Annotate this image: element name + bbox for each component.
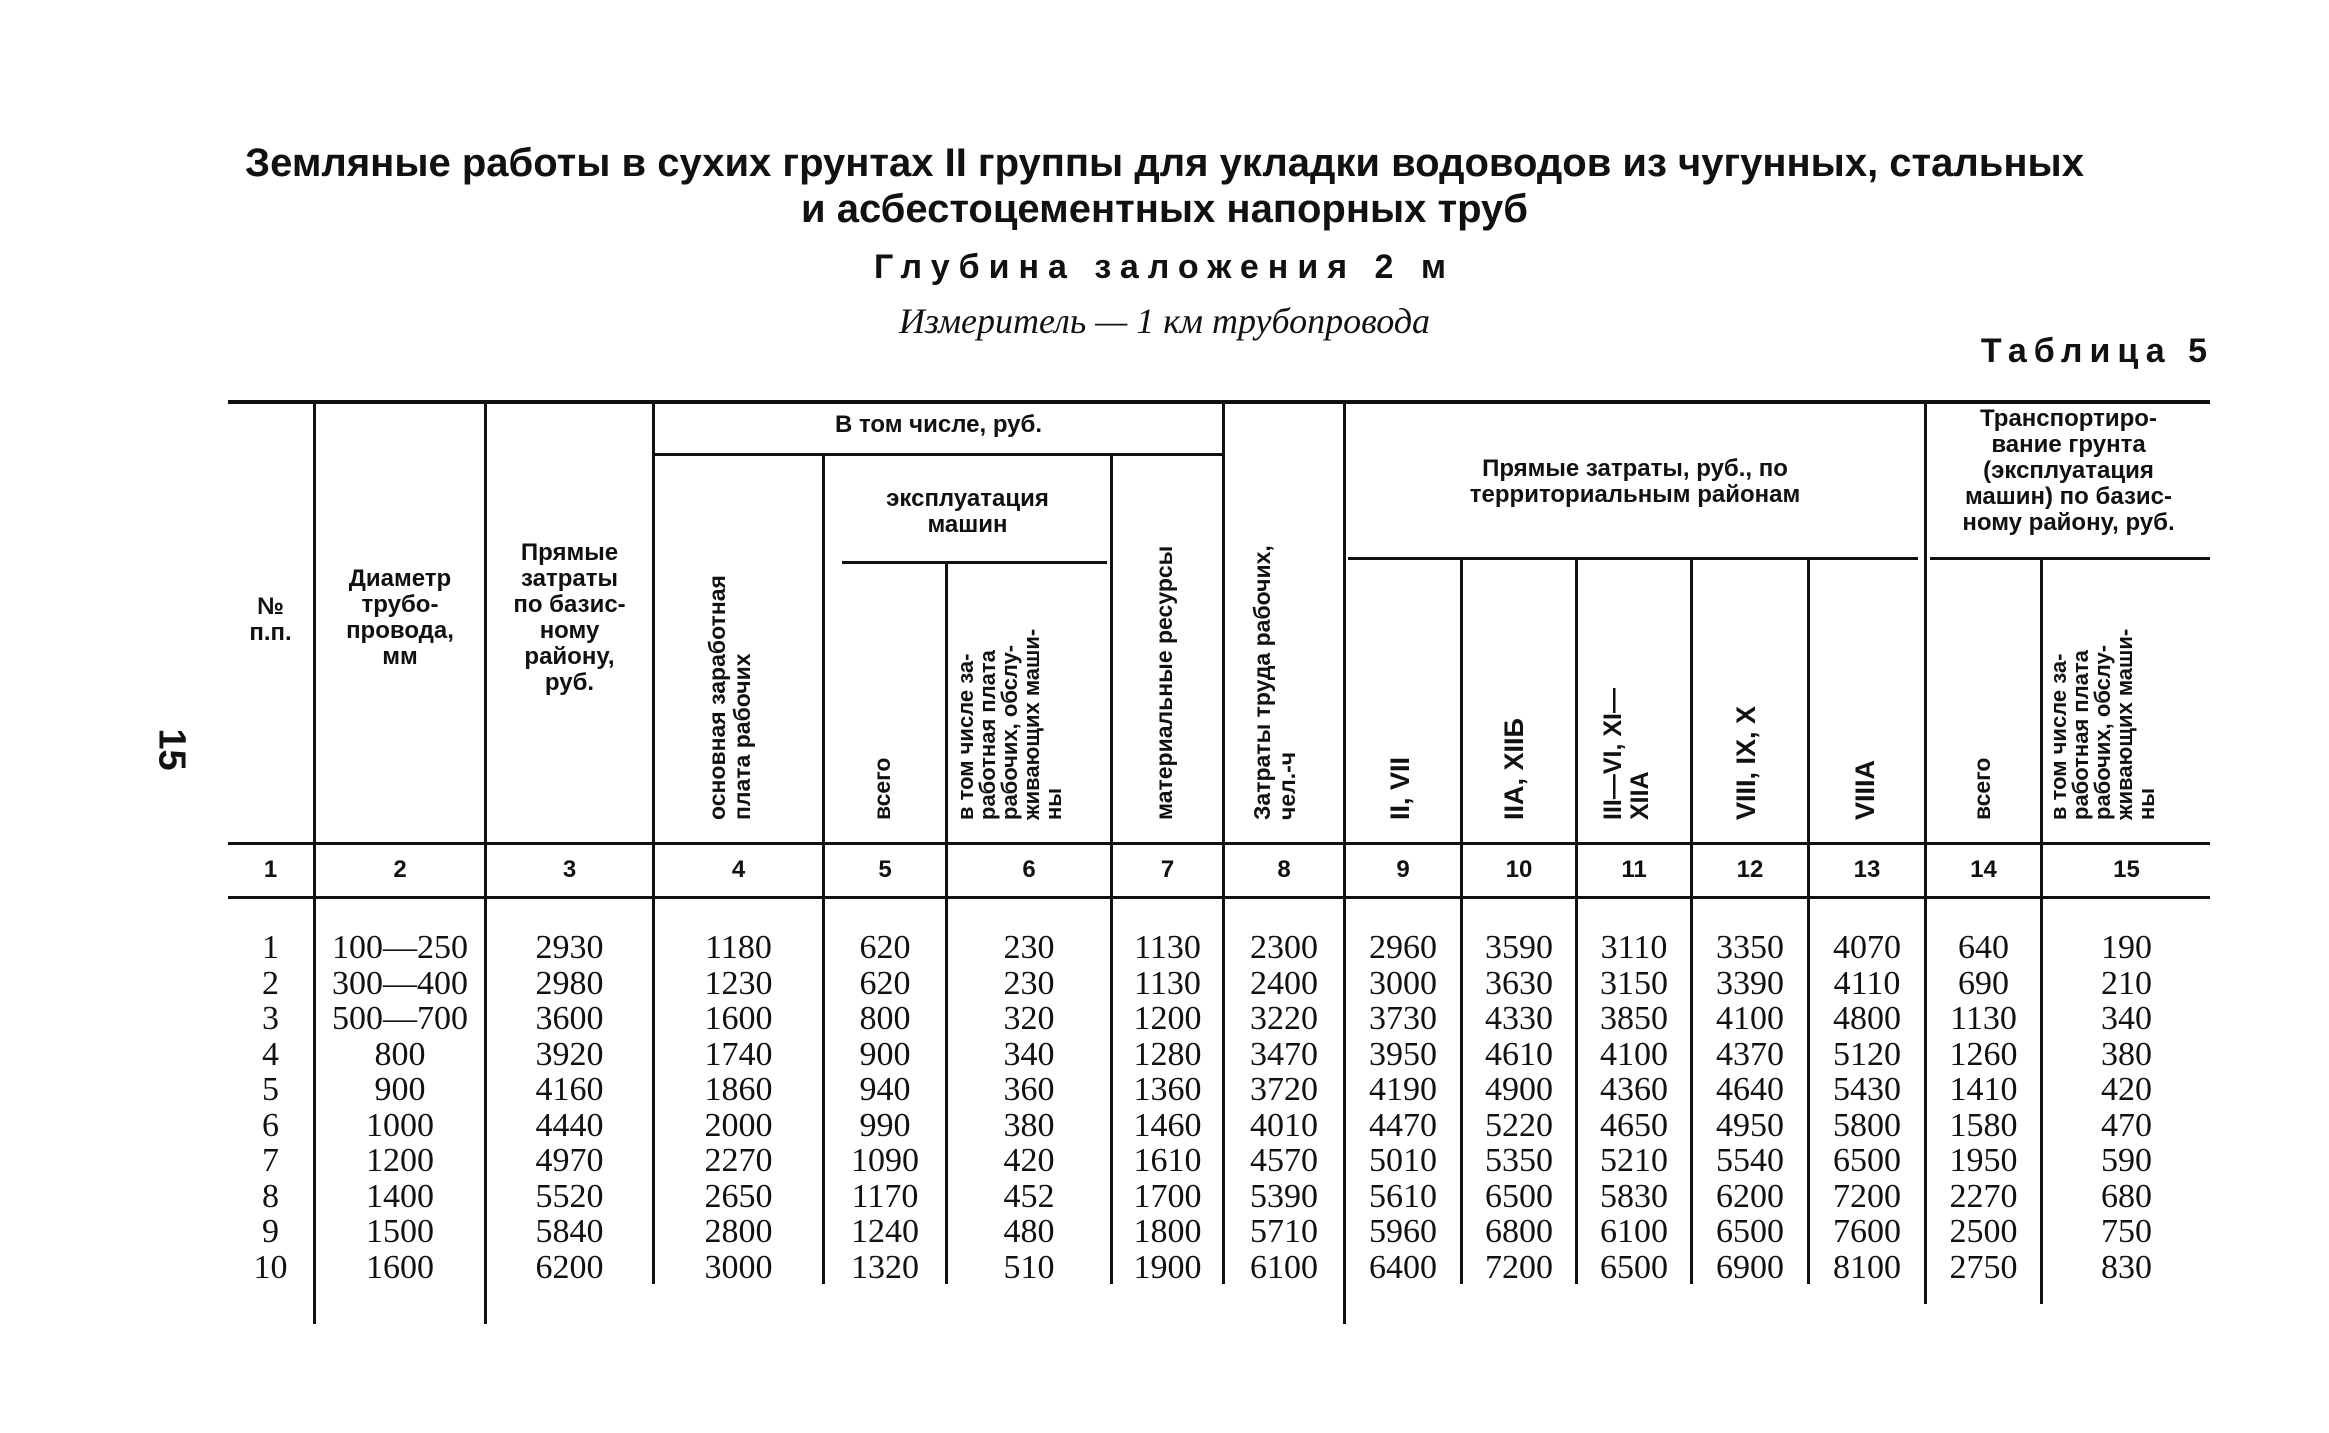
table-cell: 2270 (704, 1142, 773, 1179)
table-cell: 8 (262, 1177, 279, 1215)
table-cell: 4100 (1716, 1000, 1784, 1037)
data-column (1225, 930, 1343, 1285)
table-cell: 1600 (704, 1000, 773, 1037)
header-group-incl: В том числе, руб. (834, 411, 1043, 438)
table-cell: 4070 (1833, 929, 1901, 966)
table-cell: 1180 (705, 929, 772, 966)
table-cell: 900 (374, 1071, 426, 1108)
data-column (316, 930, 484, 1285)
numbers-bottom-rule (228, 896, 2210, 899)
table-cell: 100—250 (332, 929, 468, 966)
table-cell: 6100 (1250, 1248, 1318, 1286)
column-number: 3 (562, 856, 577, 883)
table-cell: 4010 (1250, 1106, 1318, 1144)
table-cell: 1740 (704, 1035, 773, 1073)
header-transport-wage: в том числе за- работная плата рабочих, обслу- живающих маши- ны (2046, 628, 2159, 820)
table-cell: 420 (2101, 1071, 2152, 1108)
data-column (1578, 930, 1690, 1285)
table-cell: 4100 (1600, 1035, 1668, 1073)
header-group-regions: Прямые затраты, руб., по территориальным районам (1469, 455, 1801, 508)
table-cell: 5830 (1600, 1177, 1668, 1215)
table-cell: 1230 (704, 964, 773, 1002)
table-cell: 3470 (1250, 1035, 1318, 1073)
header-diameter: Диаметр трубо- провода, мм (346, 565, 454, 670)
table-cell: 6500 (1833, 1142, 1901, 1179)
table-cell: 6200 (535, 1248, 604, 1286)
table-cell: 1130 (1950, 1000, 2017, 1037)
header-machine-wage: в том числе за- работная плата рабочих, обслу- живающих маши- ны (953, 628, 1066, 820)
table-cell: 5120 (1833, 1035, 1901, 1073)
table-cell: 320 (1003, 1000, 1055, 1037)
table-cell: 2800 (704, 1213, 773, 1250)
header-group-transport: Транспортиро- вание грунта (эксплуатация машин) по базис- ному району, руб. (1962, 405, 2175, 536)
column-number: 4 (731, 856, 746, 883)
table-cell: 1320 (851, 1248, 919, 1286)
data-column (2043, 930, 2210, 1285)
header-region-VIII-IX-X: VIII, IX, X (1731, 705, 1761, 820)
data-column (487, 930, 652, 1285)
table-cell: 5610 (1369, 1177, 1437, 1215)
header-rule-transport (1930, 557, 2210, 560)
table-cell: 4950 (1716, 1106, 1784, 1144)
table-cell: 190 (2101, 929, 2152, 966)
header-machine-total: всего (869, 757, 895, 820)
table-cell: 1000 (366, 1106, 434, 1144)
table-cell: 230 (1003, 964, 1055, 1002)
table-cell: 7200 (1833, 1177, 1901, 1215)
table-cell: 6800 (1485, 1213, 1553, 1250)
data-column (1927, 930, 2040, 1285)
table-cell: 2750 (1949, 1248, 2018, 1286)
table-cell: 1170 (851, 1177, 919, 1215)
data-column (1346, 930, 1460, 1285)
data-column (948, 930, 1110, 1285)
table-cell: 3110 (1600, 929, 1668, 966)
table-label: Таблица 5 (1980, 332, 2214, 370)
header-bottom-rule (228, 842, 2210, 845)
table-cell: 3920 (535, 1035, 604, 1073)
table-cell: 3950 (1369, 1035, 1437, 1073)
table-cell: 620 (859, 964, 911, 1002)
column-number: 14 (1970, 856, 1997, 883)
header-row-number: № п.п. (249, 593, 292, 646)
column-number: 7 (1160, 856, 1175, 883)
column-number: 1 (263, 856, 278, 883)
table-cell: 470 (2101, 1106, 2152, 1144)
table-cell: 620 (859, 929, 911, 966)
table-cell: 3220 (1250, 1000, 1318, 1037)
table-cell: 6100 (1600, 1213, 1668, 1250)
table-cell: 3590 (1485, 929, 1553, 966)
table-cell: 2000 (704, 1106, 773, 1144)
table-cell: 4470 (1369, 1106, 1437, 1144)
table-cell: 3730 (1369, 1000, 1437, 1037)
column-number: 6 (1022, 856, 1036, 883)
table-cell: 2 (262, 964, 279, 1002)
table-cell: 1700 (1133, 1177, 1202, 1215)
table-cell: 5710 (1250, 1213, 1318, 1250)
table-cell: 830 (2101, 1248, 2152, 1286)
table-cell: 510 (1003, 1248, 1055, 1286)
table-cell: 4110 (1833, 964, 1901, 1002)
table-cell: 8100 (1833, 1248, 1901, 1286)
table-cell: 7 (262, 1142, 279, 1179)
table-cell: 2500 (1949, 1213, 2018, 1250)
table-cell: 1610 (1133, 1142, 1202, 1179)
table-cell: 1900 (1133, 1248, 1202, 1286)
data-column (1693, 930, 1807, 1285)
table-cell: 1400 (366, 1177, 434, 1215)
table-cell: 680 (2101, 1177, 2152, 1215)
table-cell: 5350 (1485, 1142, 1553, 1179)
table-cell: 2930 (535, 929, 604, 966)
header-labor: Затраты труда рабочих, чел.-ч (1249, 545, 1300, 820)
table-cell: 6500 (1485, 1177, 1553, 1215)
table-cell: 340 (2101, 1000, 2152, 1037)
table-cell: 640 (1958, 929, 2009, 966)
table-cell: 380 (2101, 1035, 2152, 1073)
table-cell: 5390 (1250, 1177, 1318, 1215)
column-number: 5 (878, 856, 892, 883)
page-number: 15 (150, 728, 193, 771)
table-cell: 4640 (1716, 1071, 1784, 1108)
table-cell: 1090 (851, 1142, 919, 1179)
table-cell: 4650 (1600, 1106, 1668, 1144)
header-region-III-VI-XI-XIIA: III—VI, XI— XIIA (1599, 688, 1654, 820)
table-cell: 800 (859, 1000, 911, 1037)
table-cell: 5220 (1485, 1106, 1553, 1144)
table-cell: 1130 (1134, 929, 1201, 966)
table-cell: 5010 (1369, 1142, 1437, 1179)
table-cell: 3600 (535, 1000, 604, 1037)
table-cell: 5520 (535, 1177, 604, 1215)
table-cell: 1580 (1949, 1106, 2018, 1144)
table-cell: 6 (262, 1106, 279, 1144)
table-cell: 1410 (1949, 1071, 2018, 1108)
table-cell: 6500 (1600, 1248, 1668, 1286)
table-cell: 2270 (1949, 1177, 2018, 1215)
table-cell: 4570 (1250, 1142, 1318, 1179)
column-number: 15 (2113, 856, 2140, 883)
table-cell: 5430 (1833, 1071, 1901, 1108)
table-cell: 1360 (1133, 1071, 1202, 1108)
table-cell: 5210 (1600, 1142, 1668, 1179)
column-number: 2 (393, 856, 407, 883)
table-cell: 500—700 (332, 1000, 468, 1037)
table-cell: 2960 (1369, 929, 1437, 966)
table-cell: 3000 (704, 1248, 773, 1286)
table-cell: 5 (262, 1071, 279, 1108)
table-cell: 4610 (1485, 1035, 1553, 1073)
table-cell: 2650 (704, 1177, 773, 1215)
header-base-wage: основная заработная плата рабочих (704, 575, 755, 820)
table-cell: 6900 (1716, 1248, 1784, 1286)
table-cell: 380 (1003, 1106, 1055, 1144)
table-cell: 1600 (366, 1248, 434, 1286)
column-number: 10 (1505, 856, 1533, 883)
table-cell: 990 (859, 1106, 911, 1144)
table-cell: 1860 (704, 1071, 773, 1108)
table-cell: 1500 (366, 1213, 434, 1250)
table-cell: 5960 (1369, 1213, 1437, 1250)
table-cell: 2980 (535, 964, 604, 1002)
table-cell: 4970 (535, 1142, 604, 1179)
table-cell: 590 (2101, 1142, 2152, 1179)
title-line-1: Земляные работы в сухих грунтах II группы для укладки водоводов из чугунных, стальных (245, 141, 2084, 185)
table-cell: 6500 (1716, 1213, 1784, 1250)
table-cell: 480 (1003, 1213, 1055, 1250)
column-number: 11 (1621, 856, 1647, 883)
table-cell: 210 (2101, 964, 2152, 1002)
table-cell: 7200 (1485, 1248, 1553, 1286)
table-cell: 3350 (1716, 929, 1784, 966)
table-cell: 3720 (1250, 1071, 1318, 1108)
header-rule-regions (1348, 557, 1918, 560)
table-cell: 7600 (1833, 1213, 1901, 1250)
table-cell: 6200 (1716, 1177, 1784, 1215)
table-cell: 340 (1003, 1035, 1055, 1073)
title-line-2: и асбестоцементных напорных труб (801, 187, 1528, 231)
table-cell: 1200 (1133, 1000, 1202, 1037)
table-cell: 4190 (1369, 1071, 1437, 1108)
table-cell: 452 (1003, 1177, 1055, 1215)
column-number: 9 (1396, 856, 1410, 883)
table-cell: 1460 (1133, 1106, 1202, 1144)
table-cell: 1240 (851, 1213, 919, 1250)
data-column (1113, 930, 1222, 1285)
header-material-resources: материальные ресурсы (1151, 545, 1177, 820)
table-cell: 1200 (366, 1142, 434, 1179)
data-column (1463, 930, 1575, 1285)
table-cell: 3150 (1600, 964, 1668, 1002)
table-cell: 4160 (535, 1071, 604, 1108)
table-cell: 750 (2101, 1213, 2152, 1250)
table-cell: 4800 (1833, 1000, 1901, 1037)
table-cell: 1130 (1134, 964, 1201, 1002)
table-cell: 3850 (1600, 1000, 1668, 1037)
header-direct-costs-base: Прямые затраты по базис- ному району, руб. (513, 539, 626, 696)
table-cell: 1 (262, 929, 279, 966)
table-cell: 4330 (1485, 1000, 1553, 1037)
table-cell: 2300 (1250, 929, 1318, 966)
unit-subtitle: Измеритель — 1 км трубопровода (898, 301, 1431, 341)
table-cell: 300—400 (332, 964, 468, 1002)
table-cell: 4360 (1600, 1071, 1668, 1108)
table-cell: 230 (1003, 929, 1055, 966)
table-cell: 1260 (1949, 1035, 2018, 1073)
table-cell: 4370 (1716, 1035, 1784, 1073)
table-cell: 10 (253, 1248, 288, 1286)
column-number: 13 (1853, 856, 1881, 883)
table-cell: 9 (262, 1213, 279, 1250)
table-cell: 940 (859, 1071, 911, 1108)
table-cell: 3630 (1485, 964, 1553, 1002)
table-cell: 5840 (535, 1213, 604, 1250)
table-cell: 4 (262, 1035, 279, 1073)
table-cell: 1800 (1133, 1213, 1202, 1250)
header-group-machine: эксплуатация машин (886, 485, 1049, 538)
header-region-II-VII: II, VII (1385, 756, 1415, 820)
table-cell: 420 (1003, 1142, 1055, 1179)
depth-subtitle: Глубина заложения 2 м (873, 248, 1456, 286)
column-number: 8 (1277, 856, 1291, 883)
table-cell: 800 (374, 1035, 426, 1073)
table-cell: 4900 (1485, 1071, 1553, 1108)
data-column (825, 930, 945, 1285)
column-number: 12 (1736, 856, 1764, 883)
data-column (1810, 930, 1924, 1285)
table-cell: 690 (1958, 964, 2009, 1002)
table-cell: 1280 (1133, 1035, 1202, 1073)
table-cell: 4440 (535, 1106, 604, 1144)
header-rule-machine (842, 561, 1107, 564)
table-cell: 1950 (1949, 1142, 2018, 1179)
table-top-rule (228, 400, 2210, 404)
table-cell: 360 (1003, 1071, 1055, 1108)
header-rule-incl (655, 453, 1222, 456)
table-cell: 2400 (1250, 964, 1318, 1002)
table-cell: 5800 (1833, 1106, 1901, 1144)
table-cell: 3390 (1716, 964, 1784, 1002)
data-column (655, 930, 822, 1285)
table-cell: 5540 (1716, 1142, 1784, 1179)
header-region-IIA-XIIB: IIA, XIIБ (1499, 718, 1529, 820)
table-cell: 900 (859, 1035, 911, 1073)
header-region-VIIIA: VIIIA (1850, 759, 1880, 820)
table-cell: 3 (262, 1000, 279, 1037)
table-cell: 3000 (1369, 964, 1437, 1002)
header-transport-total: всего (1969, 757, 1995, 820)
table-cell: 6400 (1369, 1248, 1437, 1286)
data-column (228, 930, 313, 1285)
